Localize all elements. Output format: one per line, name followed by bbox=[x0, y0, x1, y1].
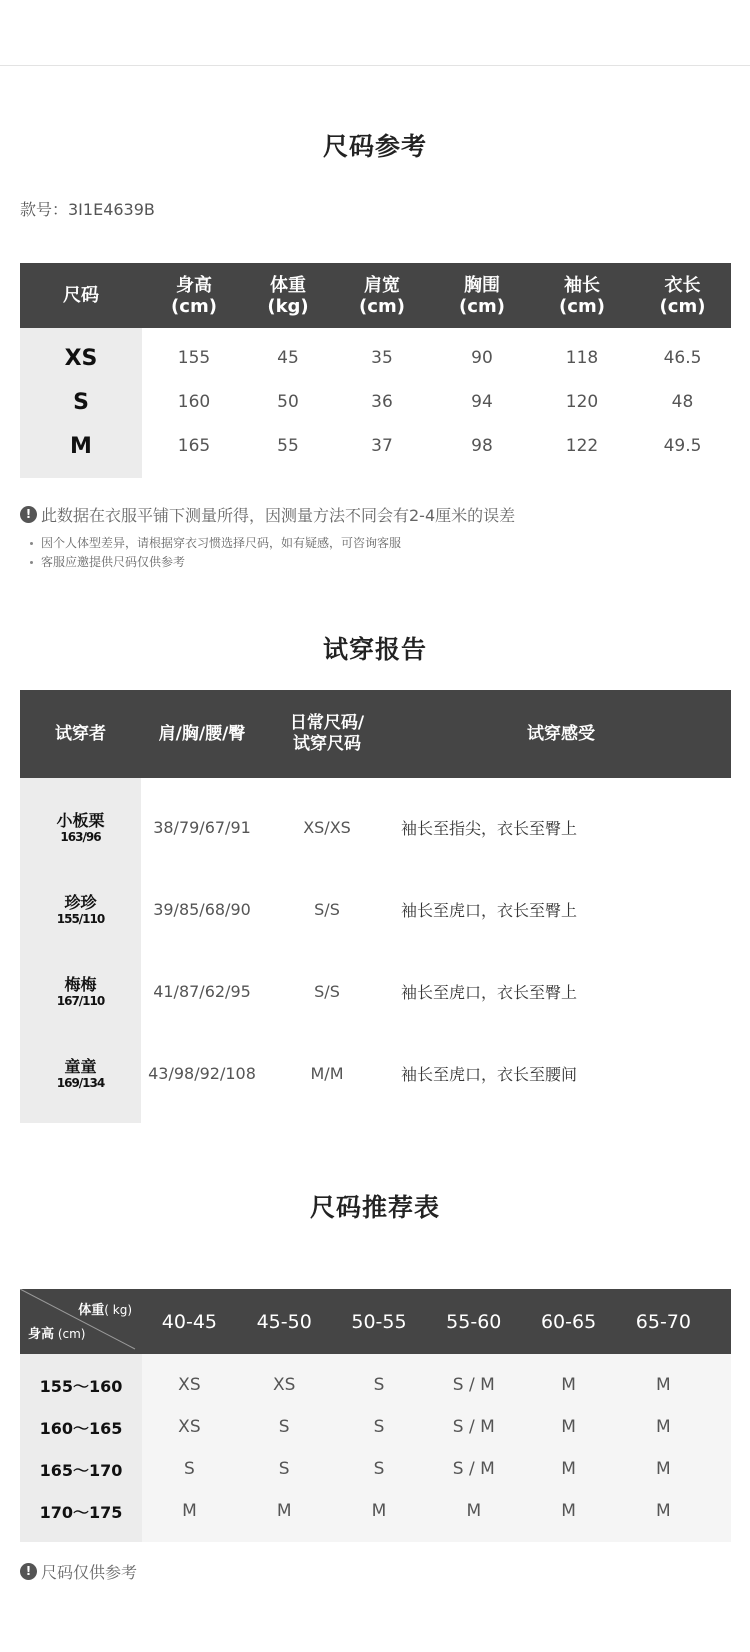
recommend-title: 尺码推荐表 bbox=[309, 1193, 440, 1222]
sub-note: 因个人体型差异，请根据穿衣习惯选择尺码，如有疑感，可咨询客服 bbox=[30, 534, 401, 551]
header-sleeve: 袖长 (cm) bbox=[559, 274, 605, 317]
recommend-body bbox=[20, 1354, 731, 1542]
height-axis-label: 身高 (cm) bbox=[28, 1327, 86, 1342]
warning-icon: ! bbox=[20, 506, 37, 523]
size-recommend-table bbox=[20, 1289, 731, 1542]
table-row: 160～165 XS S S S / M M M bbox=[39, 1417, 671, 1438]
warning-icon: ! bbox=[20, 1563, 37, 1580]
table-row: S 160 50 36 94 120 48 bbox=[73, 389, 694, 415]
tester: 小板栗 163/96 bbox=[56, 810, 105, 844]
sub-note: 客服应邀提供尺码仅供参考 bbox=[30, 553, 185, 570]
table-row: 童童 169/134 43/98/92/108 M/M 袖长至虎口，衣长至腰间 bbox=[20, 1032, 731, 1114]
header-corner bbox=[20, 1289, 142, 1354]
try-table-header: 试穿者 肩/胸/腰/臀 日常尺码/ 试穿尺码 试穿感受 bbox=[20, 690, 731, 778]
measurement-note: ! 此数据在衣服平铺下测量所得，因测量方法不同会有2-4厘米的误差 bbox=[20, 503, 515, 526]
tester: 童童 169/134 bbox=[56, 1056, 105, 1090]
size-table-header bbox=[20, 263, 731, 328]
header-height: 身高 (cm) bbox=[171, 274, 217, 317]
header-shoulder: 肩宽 (cm) bbox=[359, 274, 405, 317]
weight-axis-label: 体重( kg) bbox=[78, 1303, 132, 1318]
table-row: 小板栗 163/96 38/79/67/91 XS/XS 袖长至指尖，衣长至臀上 bbox=[20, 786, 731, 868]
table-row: 170～175 M M M M M M bbox=[39, 1501, 671, 1522]
table-row: 155～160 XS XS S S / M M M bbox=[39, 1375, 671, 1396]
try-table-body bbox=[20, 778, 731, 1123]
table-row: 165～170 S S S S / M M M bbox=[39, 1459, 671, 1480]
size-reference-title: 尺码参考 bbox=[322, 132, 427, 161]
header-length: 衣长 (cm) bbox=[659, 274, 706, 317]
recommend-header: 体重( kg) 身高 (cm) 40-45 45-50 50-55 55-60 60-65 65-70 bbox=[20, 1289, 731, 1354]
reference-only-note: ! 尺码仅供参考 bbox=[20, 1560, 137, 1583]
size-table-body bbox=[20, 328, 731, 478]
table-row: XS 155 45 35 90 118 46.5 bbox=[64, 345, 702, 371]
size-table bbox=[20, 263, 731, 478]
header-size: 尺码 bbox=[63, 285, 99, 306]
table-row: 珍珍 155/110 39/85/68/90 S/S 袖长至虎口，衣长至臀上 bbox=[20, 868, 731, 950]
table-row: M 165 55 37 98 122 49.5 bbox=[70, 433, 702, 459]
tester: 梅梅 167/110 bbox=[56, 974, 105, 1008]
table-row: 梅梅 167/110 41/87/62/95 S/S 袖长至虎口，衣长至臀上 bbox=[20, 950, 731, 1032]
header-weight: 体重 (kg) bbox=[267, 274, 309, 317]
try-report-title: 试穿报告 bbox=[322, 635, 427, 664]
style-number: 款号：3I1E4639B bbox=[20, 200, 155, 219]
tester: 珍珍 155/110 bbox=[56, 892, 105, 926]
try-report-table bbox=[20, 690, 731, 1123]
top-divider bbox=[0, 65, 750, 66]
header-chest: 胸围 (cm) bbox=[459, 274, 505, 317]
